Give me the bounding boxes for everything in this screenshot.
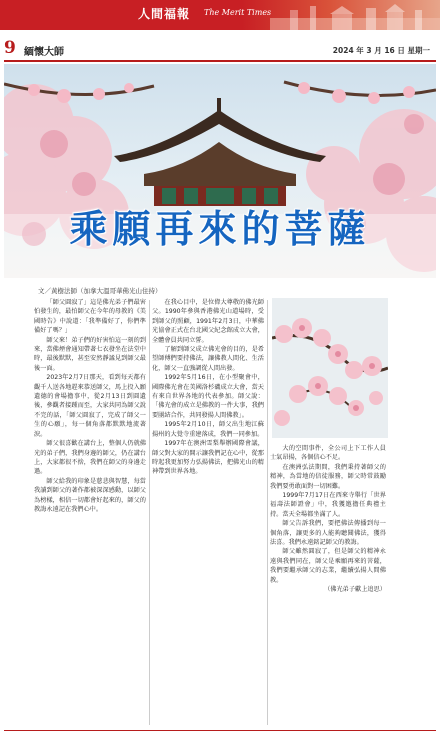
closing-note: （佛光弟子獻上追思） [324,586,386,594]
section-title: 緬懷大師 [24,47,64,58]
article-title: 乘願再來的菩薩 [69,206,371,251]
paragraph: 在我心目中，是位偉大尊敬的佛光師父。1990年參與香港佛光山道場時，受到師父的照顧，1991年2月3日，中華佛光協會正式在台北國父紀念館成立大會，全體會員共同立誓。 [152,299,264,344]
footer-divider [4,730,436,731]
paragraph: 師父給我的印象是慈悲與智慧，每當我讀到師父的著作都被深深感動，以師父為榜樣，相信一切都會好起來的，師父的教誨永遠記在我們心中。 [34,477,146,513]
paragraph: 師父來！弟子們的好害怕這一刻的到來，當佛煙會通知帶著七衣發坐在法堂中時，最後默默，甚至安然靜謐見到師父最後一面。 [34,336,146,372]
masthead-logo-english: The Merit Times [204,8,272,17]
paragraph: 師父告訴我們，要把佛法傳播到每一個角落，讓更多的人能夠聽聞佛法，獲得法喜。我們永遠銘記師父的教誨。 [270,520,386,547]
paragraph: 了解到師父成立佛光會的目的，是希望師傅們要持佛法，讓佛教人間化、生活化，師父一直強調從人間出發。 [152,346,264,372]
masthead-logo: 人間福報 [138,7,191,21]
paragraph: 師父很喜歡在講台上，整個人仍就佛光的弟子們，我們身邊的師父，仍在講台上，大家都很不捨，我們在師父的身邊走過。 [34,440,146,476]
skyline-illustration [270,0,440,30]
page-number: 9 [4,38,16,58]
article-column-2 [152,298,264,728]
paragraph: 在澳洲弘法期間，我們秉持著師父的精神，為當地的信徒服務，師父時常鼓勵我們要勇敢面對一切困難。 [270,463,386,490]
paragraph: 1995年2月10日，師父出生地江蘇揚州的大覺寺重建落成，我們一同參加。 [152,421,264,438]
header-divider [4,60,436,62]
paragraph: 1997年在澳洲雪梨舉辦國際會議，師父對大家的開示讓我們記在心中，從那時起我更加努力弘揚佛法，把佛光山的精神帶到世界各地。 [152,440,264,476]
paragraph: 大的空間事件，全公司上下工作人員士氣昂揚，各個信心不足。 [270,445,386,462]
paragraph: 師父雖然圓寂了，但是師父的精神永遠與我們同在，師父是乘願再來的菩薩，我們要繼承師父的志業，繼續弘揚人間佛教。 [270,548,386,584]
masthead-banner [0,0,440,30]
article-column-1 [34,298,146,728]
column-divider [267,300,268,725]
page-header [0,38,440,60]
paragraph: 「師父圓寂了」這是佛光弟子們最害怕發生的，最怕師父在今年的母教的《美國時告》中說道：「我準備好了，你們準備好了嗎？」 [34,299,146,335]
paragraph: 1999年7月17日在西來寺舉行「世界福壽法師證會」中，我獲邀擔任典禮主持。當天全場都坐滿了人。 [270,492,386,518]
issue-date: 2024 年 3 月 16 日 星期一 [332,46,430,55]
column-divider [149,300,150,725]
paragraph: 2023年2月7日那天，看到每天都有觀千人送各地趕來恭送師父，馬上投入願遺德的會場擔事中，從2月13日到圓遺後，參觀者接踵而至，大家共同為師父說不完的話，「師父圓寂了，完成了師父一生的心願」，每一個角落都默默地流著淚。 [34,374,146,438]
cherry-blossom-photo [272,298,388,438]
cherry-blossom-illustration [272,298,388,438]
article-byline: 文／黃樹法師（加拿大溫哥華佛光山住持） [38,287,162,295]
paragraph: 1992年5月16日，在小型聚會中，國際佛光會在美國洛杉磯成立大會，當天有來自世界各地的代表參加。師父說：「佛光會的成立是佛教的一件大事，我們要團結合作，共同發揚人間佛教」。 [152,374,264,419]
